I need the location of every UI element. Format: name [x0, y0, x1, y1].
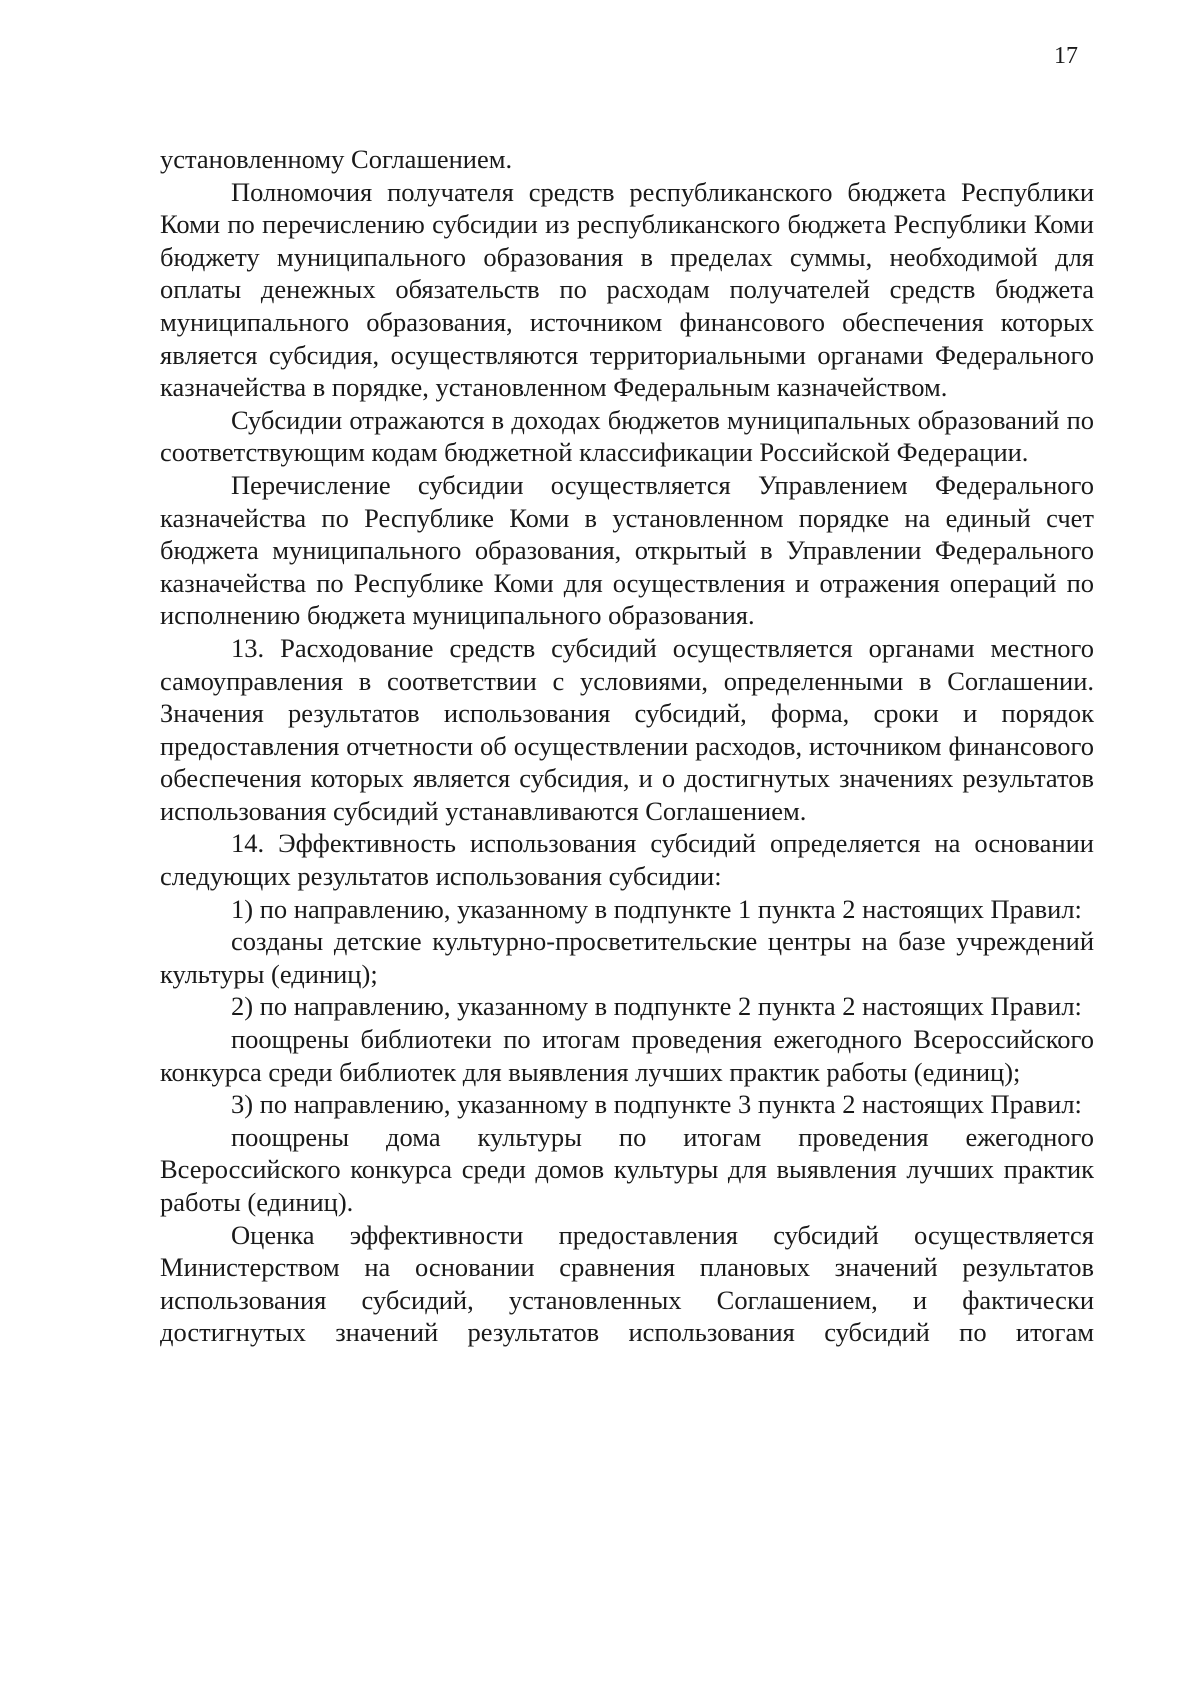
paragraph: поощрены библиотеки по итогам проведения ежегодного Всероссийского конкурса среди библиотек для выявления лучших практик работы (единиц);	[160, 1024, 1094, 1087]
paragraph: Перечисление субсидии осуществляется Управлением Федерального казначейства по Республике Коми в установленном порядке на единый счет бюджета муниципального образования, открытый в Управлении Федерального казначейства по Республике Коми для осуществления и отражения операций по исполнению бюджета муниципального образования.	[160, 469, 1094, 631]
paragraph: 1) по направлению, указанному в подпункте 1 пункта 2 настоящих Правил:	[231, 893, 1082, 924]
paragraph: Полномочия получателя средств республиканского бюджета Республики Коми по перечислению субсидии из республиканского бюджета Республики Коми бюджету муниципального образования в пределах суммы, необходимой для оплаты денежных обязательств по расходам получателей средств бюджета муниципального образования, источником финансового обеспечения которых является субсидия, осуществляются территориальными органами Федерального казначейства в порядке, установленном Федеральным казначейством.	[160, 176, 1094, 403]
paragraph: созданы детские культурно-просветительские центры на базе учреждений культуры (единиц);	[160, 926, 1094, 989]
paragraph: Субсидии отражаются в доходах бюджетов муниципальных образований по соответствующим кодам бюджетной классификации Российской Федерации.	[160, 404, 1094, 468]
paragraph: 3) по направлению, указанному в подпункте 3 пункта 2 настоящих Правил:	[231, 1089, 1082, 1120]
paragraph: Оценка эффективности предоставления субсидий осуществляется Министерством на основании сравнения плановых значений результатов использования субсидий, установленных Соглашением, и фактически достигнутых значений результатов использования субсидий по итогам	[160, 1219, 1094, 1348]
page-number: 17	[1054, 43, 1078, 69]
paragraph: 14. Эффективность использования субсидий определяется на основании следующих результатов использования субсидии:	[160, 828, 1094, 892]
paragraph: 2) по направлению, указанному в подпункте 2 пункта 2 настоящих Правил:	[231, 991, 1082, 1022]
paragraph: 13. Расходование средств субсидий осуществляется органами местного самоуправления в соответствии с условиями, определенными в Соглашении. Значения результатов использования субсидий, форма, сроки и порядок предоставления отчетности об осуществлении расходов, источником финансового обеспечения которых является субсидия, и о достигнутых значениях результатов использования субсидий устанавливаются Соглашением.	[160, 632, 1094, 826]
document-body	[160, 143, 1094, 1349]
paragraph: поощрены дома культуры по итогам проведения ежегодного Всероссийского конкурса среди домов культуры для выявления лучших практик работы (единиц).	[160, 1121, 1094, 1217]
paragraph: установленному Соглашением.	[160, 144, 513, 174]
